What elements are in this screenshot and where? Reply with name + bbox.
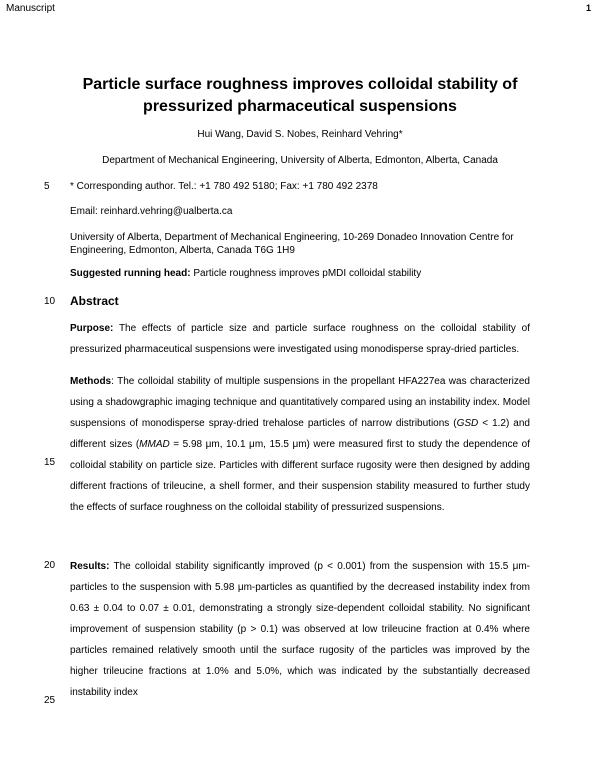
author-list: Hui Wang, David S. Nobes, Reinhard Vehring* [197,129,403,140]
line-number-10: 10 [44,296,56,307]
affiliation: Department of Mechanical Engineering, University of Alberta, Edmonton, Alberta, Canada [102,155,498,166]
methods-text-3: = 5.98 μm, 10.1 μm, 15.5 μm) were measured first to study the dependence of colloidal stability on particle size. Particles with different surface rugosity were then designed by adding different fractions of trileucine, a shell former, and their suspension stability measured to further study the effects of surface roughness on the colloidal stability of pressurized suspensions. [70,439,531,513]
purpose-text: The effects of particle size and particle surface roughness on the colloidal stability of pressurized pharmaceutical suspensions were investigated using monodisperse spray-dried particles. [70,323,530,355]
corresponding-author: * Corresponding author. Tel.: +1 780 492 5180; Fax: +1 780 492 2378 [70,181,378,192]
gsd-term: GSD [456,418,479,429]
running-head-label: Suggested running head: [70,268,191,279]
methods-label: Methods [70,376,112,387]
mmad-term: MMAD [139,439,170,450]
line-number-20: 20 [44,560,56,571]
results-paragraph [70,556,530,703]
email-address: Email: reinhard.vehring@ualberta.ca [70,206,233,217]
paper-title: Particle surface roughness improves colloidal stability of pressurized pharmaceutical suspensions [82,76,518,115]
line-number-5: 5 [44,181,50,192]
page-number: 1 [586,3,592,13]
abstract-heading: Abstract [70,294,119,308]
methods-text-1: : The colloidal stability of multiple suspensions in the propellant HFA227ea was characterized using a shadowgraphic imaging technique and quantitatively compared using an instability index. Model suspensions of monodisperse spray-dried trehalose particles of narrow distributions ( [70,376,530,429]
results-text: The colloidal stability significantly improved (p < 0.001) from the suspension with 15.5 μm-particles to the suspension with 5.98 μm-particles as quantified by the decreased instability index from 0.63 ± 0.04 to 0.07 ± 0.01, demonstrating a strongly size-dependent colloidal stability. No significant improvement of suspension stability (p > 0.1) was observed at low trileucine fraction at 0.4% where particles remained relatively smooth until the surface rugosity of the particles was improved by the higher trileucine fractions at 1.0% and 5.0%, which was indicated by the substantially decreased instability index [70,561,530,698]
line-number-25: 25 [44,695,56,706]
methods-paragraph [70,371,530,518]
purpose-label: Purpose: [70,323,114,334]
postal-address: University of Alberta, Department of Mechanical Engineering, 10-269 Donadeo Innovation Centre for Engineering, Edmonton, Alberta, Canada T6G 1H9 [70,232,514,256]
running-head-text: Particle roughness improves pMDI colloidal stability [193,268,422,279]
results-label: Results: [70,561,110,572]
purpose-paragraph [70,318,530,360]
manuscript-label: Manuscript [6,3,55,14]
methods-text-2: < 1.2) and different sizes ( [70,418,530,450]
line-number-15: 15 [44,457,56,468]
running-head [70,268,421,279]
